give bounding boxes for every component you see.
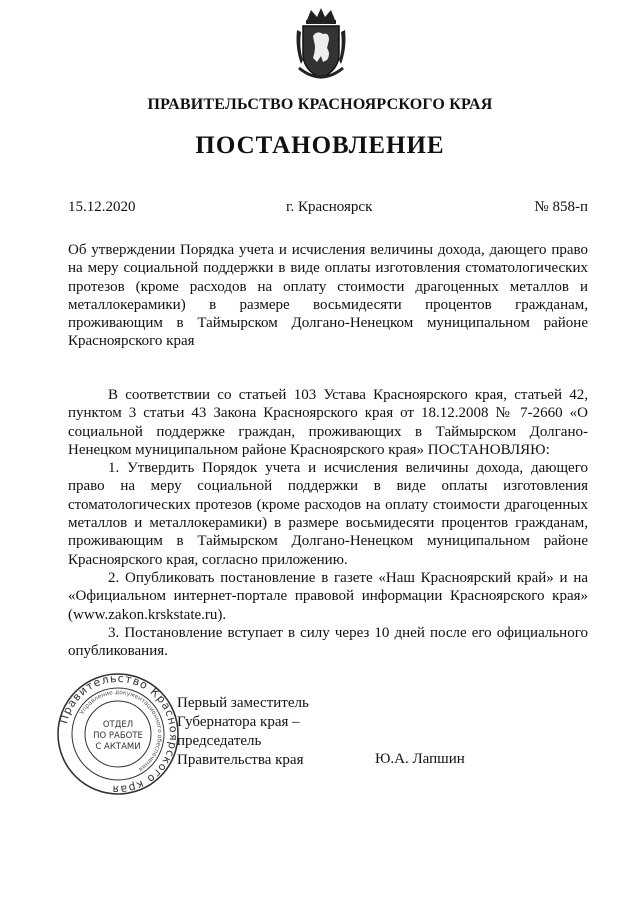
official-stamp [56,672,180,796]
krasnoyarsk-coat-of-arms-icon [293,8,349,82]
document-body [68,386,588,660]
document-date: 15.12.2020 [68,199,136,215]
document-city: г. Красноярск [286,199,373,215]
government-title: ПРАВИТЕЛЬСТВО КРАСНОЯРСКОГО КРАЯ [147,96,493,113]
signature-position-line-1: Первый заместитель [177,695,309,711]
document-subject: Об утверждении Порядка учета и исчисления величины дохода, дающего право на меру социальной поддержки в виде оплаты изготовления стоматологических протезов (кроме расходов на оплату стоимости драгоценных металлов и металлокерамики) в размере восьмидесяти процентов гражданам, проживающим в Таймырском Долгано-Ненецком муниципальном районе Красноярского края [68,242,588,350]
signer-name: Ю.А. Лапшин [375,751,465,767]
stamp-center-line-3: С АКТАМИ [95,742,141,752]
stamp-center-line-1: ОТДЕЛ [102,720,134,730]
stamp-outer-text: Правительство Красноярского края [57,672,180,796]
stamp-inner-text: Управление документационного обеспечения [78,688,164,773]
item-2-paragraph: 2. Опубликовать постановление в газете «Наш Красноярский край» и на «Официальном интернет-портале правовой информации Красноярского края» (www.zakon.krskstate.ru). [68,569,588,623]
signature-block [177,694,309,770]
preamble-paragraph: В соответствии со статьей 103 Устава Красноярского края, статьей 42, пунктом 3 статьи 43 Закона Красноярского края от 18.12.2008 № 7-2660 «О социальной поддержке граждан, проживающих в Таймырском Долгано-Ненецком муниципальном районе Красноярского края» ПОСТАНОВЛЯЮ: [68,387,588,458]
stamp-center-line-2: ПО РАБОТЕ [93,731,143,741]
item-3-paragraph: 3. Постановление вступает в силу через 10 дней после его официального опубликования. [68,624,588,660]
item-1-paragraph: 1. Утвердить Порядок учета и исчисления величины дохода, дающего право на меру социальной поддержки в виде оплаты изготовления стоматологических протезов (кроме расходов на оплату стоимости драгоценных металлов и металлокерамики) в размере восьмидесяти процентов гражданам, проживающим в Таймырском Долгано-Ненецком муниципальном районе Красноярского края, согласно приложению. [68,460,588,568]
signature-position-line-4: Правительства края [177,752,304,768]
document-type-title: ПОСТАНОВЛЕНИЕ [195,132,445,159]
signature-position-line-2: Губернатора края – [177,714,300,730]
document-number: № 858-п [534,199,588,215]
document-meta [68,199,588,219]
signature-position-line-3: председатель [177,733,262,749]
